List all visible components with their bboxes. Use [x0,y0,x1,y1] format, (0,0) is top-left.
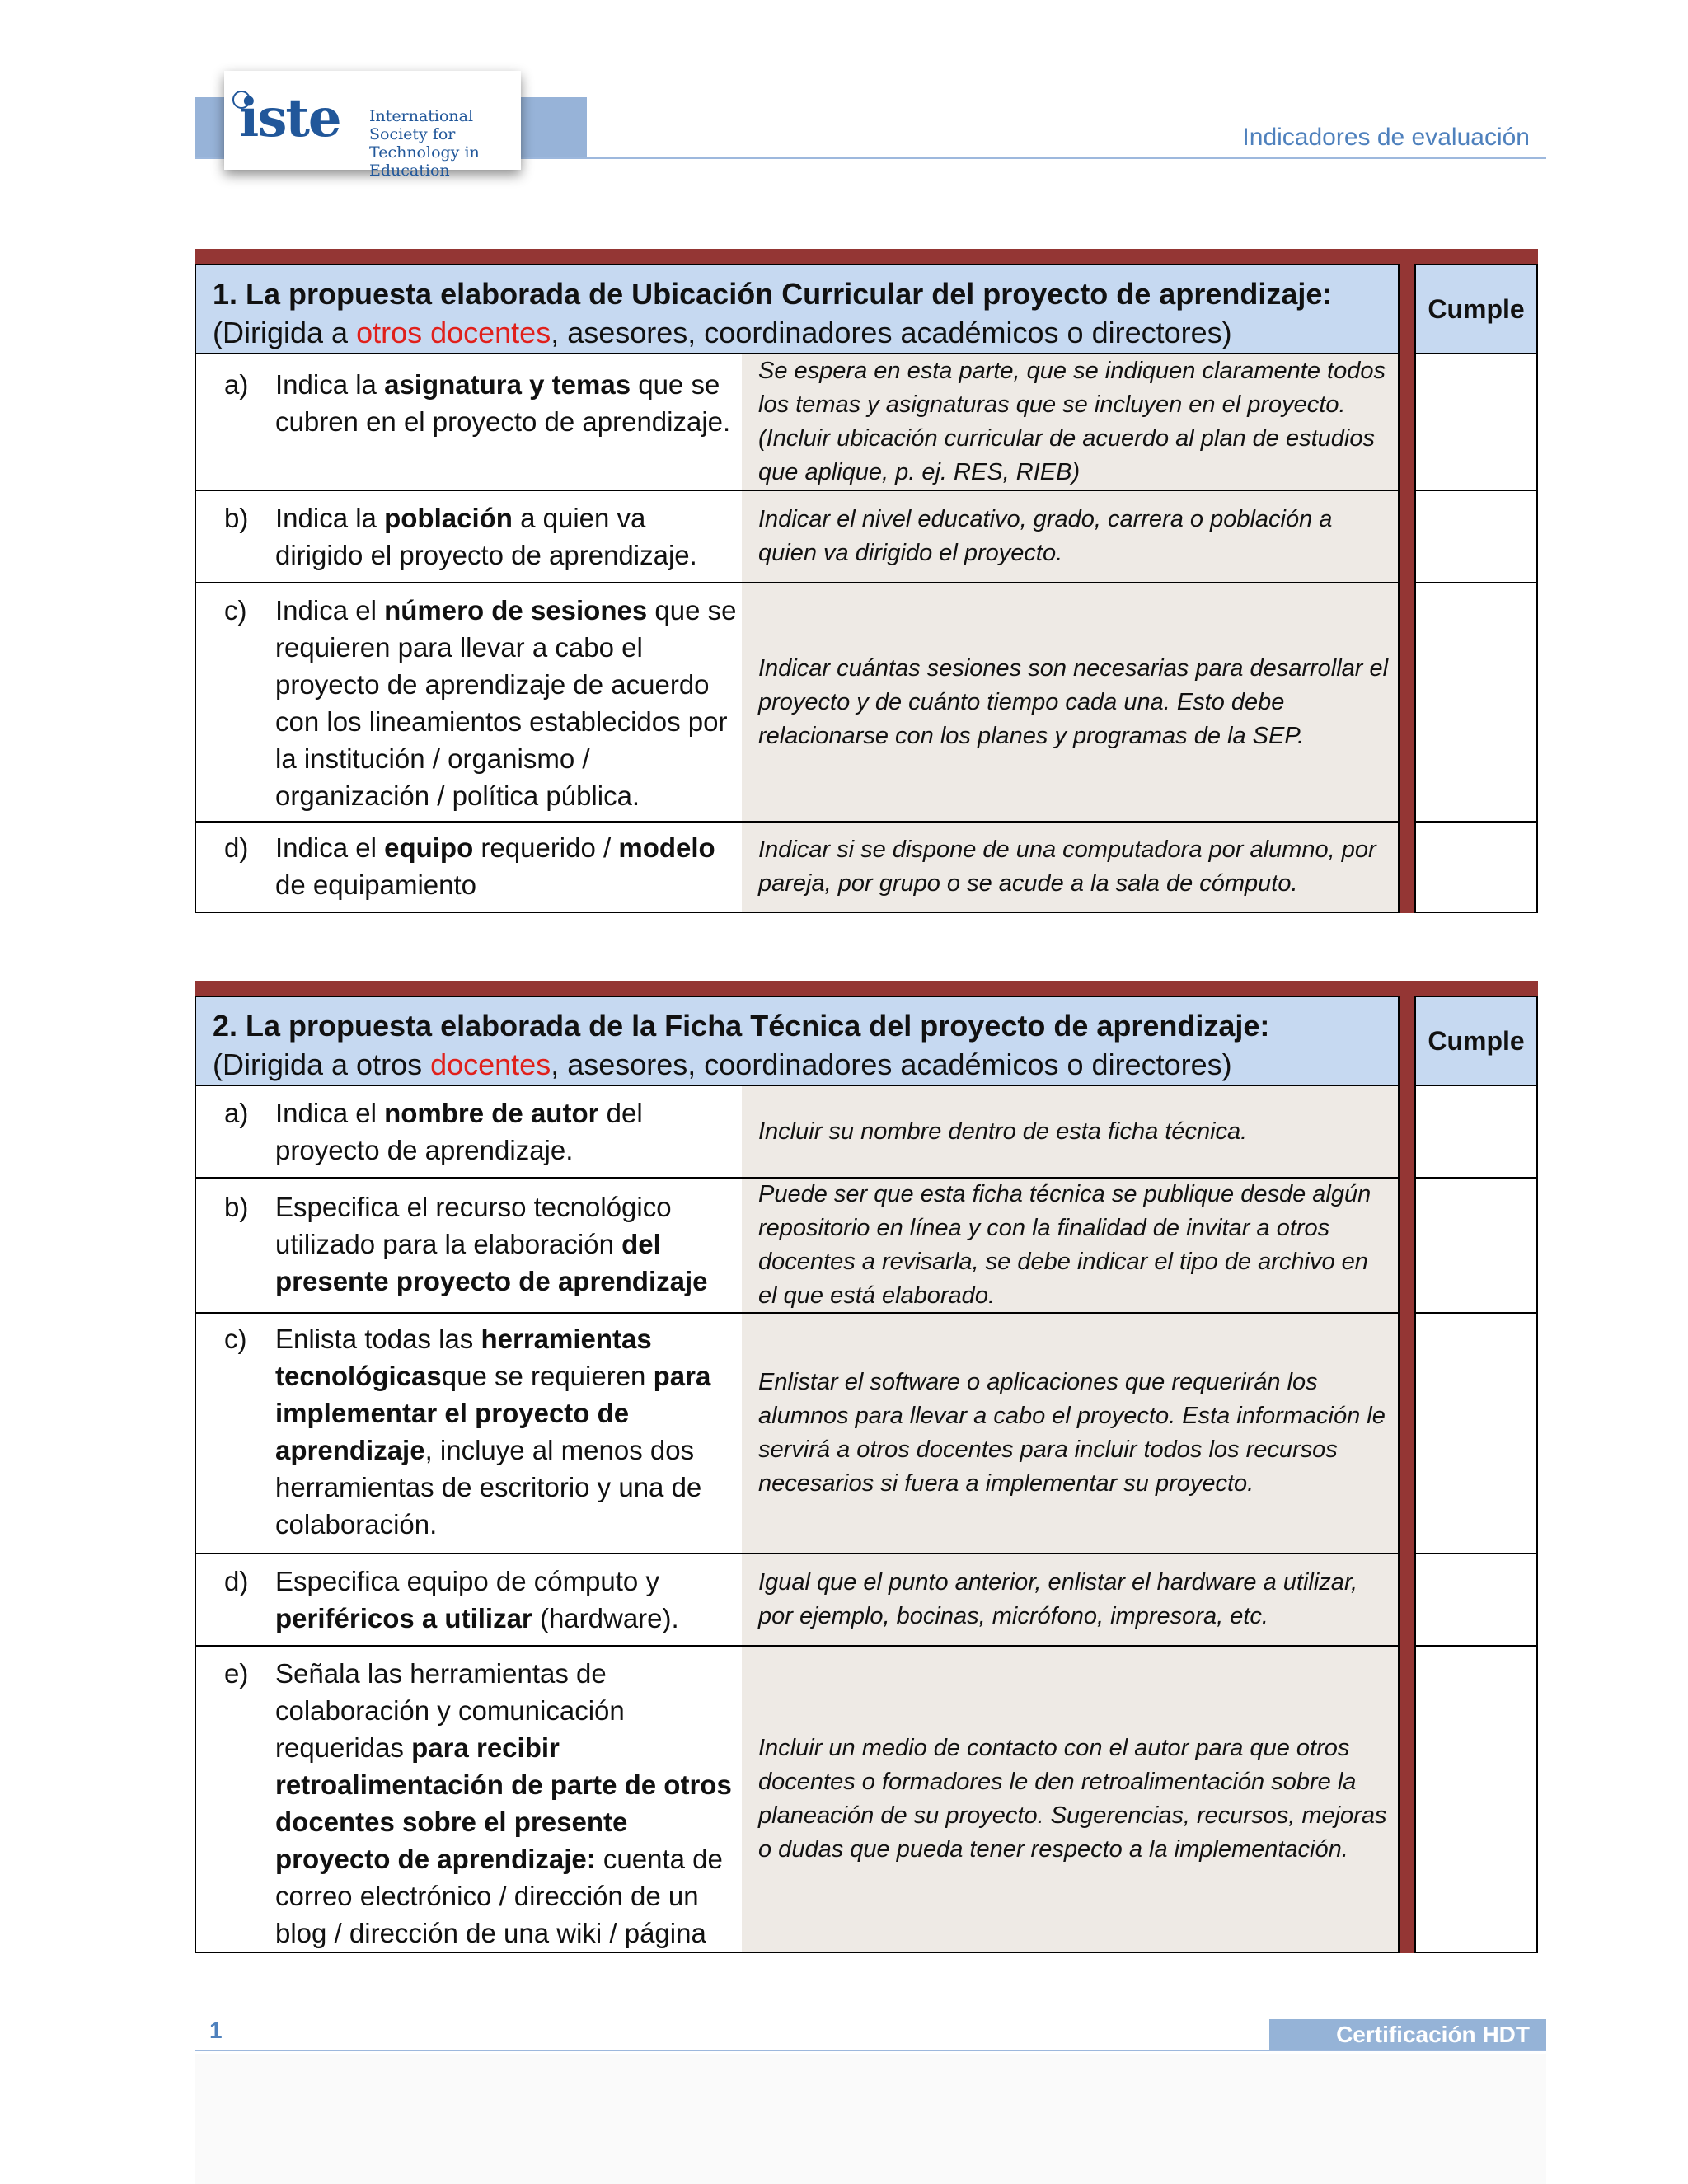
guidance-cell [742,1554,1400,1647]
criterion-cell [195,1086,743,1179]
guidance-text: Puede ser que esta ficha técnica se publique desde algún repositorio en línea y con la finalidad de invitar a otros docentes a revisarla, se debe indicar el tipo de archivo en el que está elaborado. [758,1181,1372,1309]
table-row [195,823,1538,913]
guidance-cell [742,354,1400,491]
guidance-text: Indicar el nivel educativo, grado, carrera o población a quien va dirigido el proyecto. [758,506,1333,566]
section-subtitle: (Dirigida a otros docentes, asesores, coordinadores académicos o directores) [213,316,1232,349]
guidance-text: Incluir su nombre dentro de esta ficha técnica. [758,1118,1248,1145]
section-title: 2. La propuesta elaborada de la Ficha Técnica del proyecto de aprendizaje: [213,1009,1270,1043]
criterion-text: Indica la asignatura y temas que se cubren en el proyecto de aprendizaje. [275,369,731,437]
cumple-header: Cumple [1414,996,1538,1086]
table-top-bar [195,981,1538,996]
row-letter: c) [224,1324,247,1354]
table-top-bar [195,249,1538,264]
cumple-cell[interactable] [1414,354,1538,491]
table-row [195,1179,1538,1314]
row-letter: d) [224,1566,249,1596]
table-row [195,1314,1538,1554]
criterion-text: Especifica equipo de cómputo y periféricos a utilizar (hardware). [275,1566,679,1633]
table-row [195,1554,1538,1647]
guidance-cell [742,583,1400,823]
criterion-text: Señala las herramientas de colaboración y comunicación requeridas para recibir retroalimentación de parte de otros docentes sobre el presente proyecto de aprendizaje: cuenta de correo electrónico / dirección de un blog / dirección de una wiki / página [275,1658,732,1948]
cumple-cell[interactable] [1414,1647,1538,1953]
table-row [195,1086,1538,1179]
page-number: 1 [209,2018,223,2043]
cumple-cell[interactable] [1414,1086,1538,1179]
criterion-cell [195,354,743,491]
criterion-cell [195,1179,743,1314]
criterion-text: Indica la población a quien va dirigido el proyecto de aprendizaje. [275,503,697,570]
cumple-cell[interactable] [1414,1179,1538,1314]
row-letter: e) [224,1658,249,1689]
iste-logo [224,71,521,180]
guidance-text: Incluir un medio de contacto con el autor para que otros docentes o formadores le den retroalimentación sobre la planeación de su proyecto. Sugerencias, recursos, mejoras o dudas que pueda tener respecto a la implementación. [758,1735,1387,1863]
cumple-cell[interactable] [1414,823,1538,913]
logo-text-line-1: International Society for [369,107,474,143]
table-row [195,491,1538,583]
guidance-cell [742,1086,1400,1179]
criterion-cell [195,1554,743,1647]
table-heading [195,264,1400,354]
row-letter: d) [224,832,249,863]
table-row [195,1647,1538,1953]
criterion-text: Indica el nombre de autor del proyecto de aprendizaje. [275,1098,643,1165]
cumple-cell[interactable] [1414,583,1538,823]
guidance-text: Igual que el punto anterior, enlistar el hardware a utilizar, por ejemplo, bocinas, micrófono, impresora, etc. [758,1569,1358,1629]
guidance-cell [742,1314,1400,1554]
section-subtitle: (Dirigida a otros docentes, asesores, coordinadores académicos o directores) [213,1047,1232,1081]
table-row [195,583,1538,823]
criterion-text: Especifica el recurso tecnológico utilizado para la elaboración del presente proyecto de aprendizaje [275,1192,708,1296]
guidance-cell [742,823,1400,913]
row-letter: b) [224,1192,249,1222]
table-row [195,354,1538,491]
evaluation-table-2 [195,981,1538,1953]
criterion-text: Indica el equipo requerido / modelo de equipamiento [275,832,715,900]
criterion-cell [195,583,743,823]
guidance-text: Indicar si se dispone de una computadora por alumno, por pareja, por grupo o se acude a la sala de cómputo. [758,837,1376,897]
criterion-cell [195,1314,743,1554]
row-letter: c) [224,595,247,626]
footer-area [195,2054,1546,2184]
row-letter: a) [224,1098,249,1128]
guidance-text: Indicar cuántas sesiones son necesarias para desarrollar el proyecto y de cuánto tiempo cada una. Esto debe relacionarse con los planes y programas de la SEP. [758,654,1389,749]
footer-label: Certificación HDT [1269,2019,1546,2050]
evaluation-table-1 [195,249,1538,913]
row-letter: a) [224,369,249,400]
logo-text-line-2: Technology in Education [369,143,480,180]
guidance-text: Enlistar el software o aplicaciones que requerirán los alumnos para llevar a cabo el proyecto. Esta información le servirá a otros docentes para incluir todos los recursos necesarios si fuera a implementar su proyecto. [758,1369,1386,1497]
guidance-text: Se espera en esta parte, que se indiquen claramente todos los temas y asignaturas que se incluyen en el proyecto. (Incluir ubicación curricular de acuerdo al plan de estudios que aplique, p. ej. RES, RIEB) [758,358,1386,485]
cumple-header: Cumple [1414,264,1538,354]
footer-rule [195,2050,1546,2051]
cumple-cell[interactable] [1414,1554,1538,1647]
cumple-cell[interactable] [1414,1314,1538,1554]
criterion-text: Indica el número de sesiones que se requieren para llevar a cabo el proyecto de aprendizaje de acuerdo con los lineamientos establecidos por la institución / organismo / organización / política pública. [275,595,737,811]
criterion-cell [195,1647,743,1953]
guidance-cell [742,1647,1400,1953]
guidance-cell [742,1179,1400,1314]
logo-text [369,107,518,180]
row-letter: b) [224,503,249,533]
table-heading [195,996,1400,1086]
guidance-cell [742,491,1400,583]
header-title: Indicadores de evaluación [1242,124,1530,151]
criterion-cell [195,823,743,913]
cumple-cell[interactable] [1414,491,1538,583]
section-title: 1. La propuesta elaborada de Ubicación Curricular del proyecto de aprendizaje: [213,277,1333,311]
criterion-text: Enlista todas las herramientas tecnológicasque se requieren para implementar el proyecto de aprendizaje, incluye al menos dos herramientas de escritorio y una de colaboración. [275,1324,711,1540]
criterion-cell [195,491,743,583]
logo-mark: iste [239,87,340,149]
